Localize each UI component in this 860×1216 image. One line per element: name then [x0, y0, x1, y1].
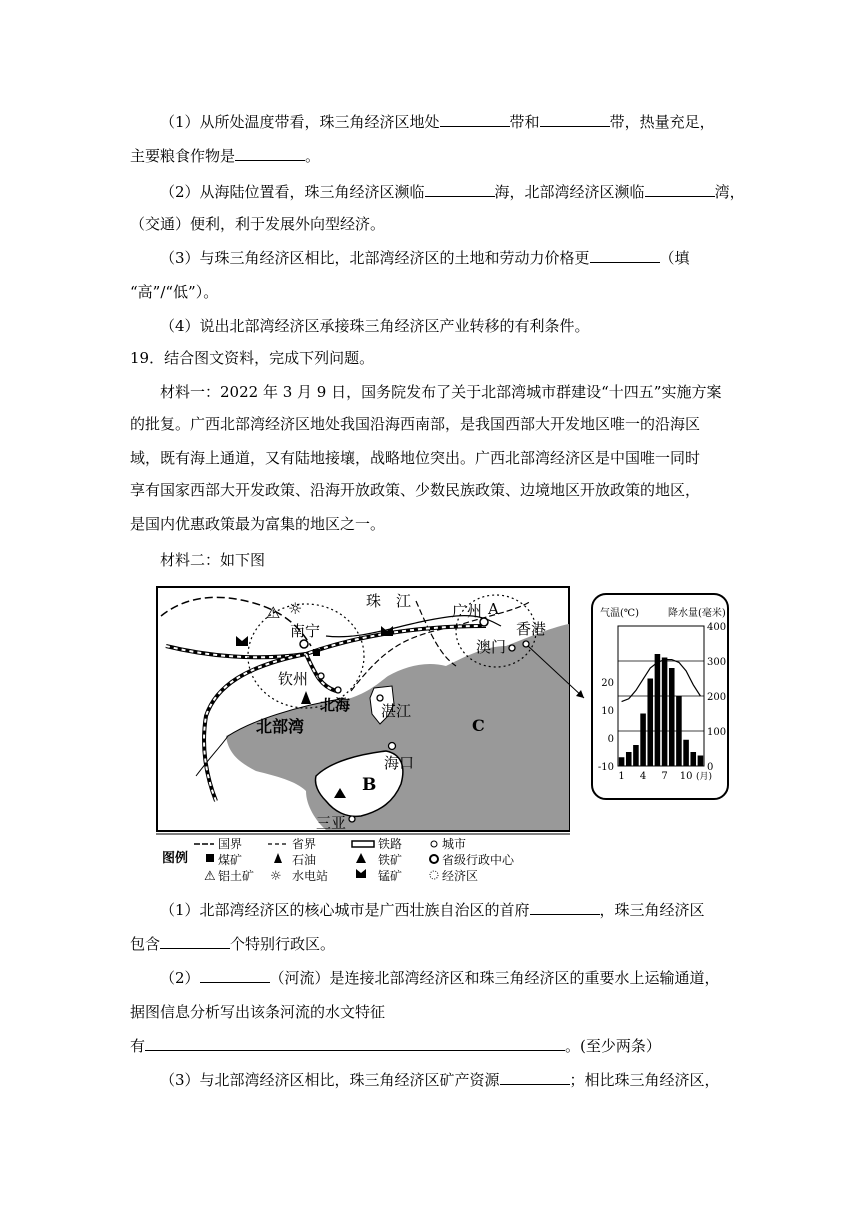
precip-bar [683, 740, 689, 766]
text: 个特别行政区。 [230, 935, 336, 953]
precip-bar [633, 745, 639, 766]
answer-blank[interactable] [645, 182, 715, 197]
precip-bar [676, 696, 682, 766]
text: 。 [305, 147, 321, 165]
label-sanya: 三亚 [316, 814, 347, 832]
legend-city-symbol [431, 841, 437, 847]
answer-blank[interactable] [500, 1070, 570, 1085]
precip-bar [655, 654, 661, 766]
material1-line1: 材料一：2022 年 3 月 9 日，国务院发布了关于北部湾城市群建设“十四五”实施方案 [160, 383, 722, 401]
text: “高”/“低”）。 [130, 283, 219, 301]
answer-blank[interactable] [200, 968, 270, 983]
q19-title: 19．结合图文资料，完成下列问题。 [130, 349, 375, 367]
label-xianggang: 香港 [516, 620, 547, 638]
precip-bar [669, 668, 675, 766]
text: （1）北部湾经济区的核心城市是广西壮族自治区的首府 [160, 901, 530, 919]
precip-tick-label: 0 [707, 762, 714, 773]
label-haikou: 海口 [384, 754, 415, 772]
label-zhanjiang: 湛江 [381, 702, 412, 720]
legend-label: 省界 [292, 837, 317, 851]
label-beibuwan: 北部湾 [256, 717, 305, 736]
legend-label: 锰矿 [378, 869, 403, 883]
label-nanning: 南宁 [290, 622, 321, 640]
label-aomen: 澳门 [476, 638, 507, 656]
q19-sub2-line2: 据图信息分析写出该条河流的水文特征 [130, 1003, 386, 1021]
q19-sub2-line1 [160, 968, 720, 988]
legend-bauxite-symbol: ⚠ [204, 869, 216, 884]
answer-blank[interactable] [590, 248, 660, 263]
precip-bar [626, 752, 632, 766]
coal-icon [313, 649, 320, 656]
hydropower-icon: ☼ [288, 599, 303, 618]
text: （填 [659, 249, 690, 267]
temp-axis-title: 气温(℃) [600, 608, 639, 619]
legend-hydropower-symbol: ☼ [270, 869, 282, 884]
precip-tick-label: 300 [707, 657, 727, 668]
material1-line4: 享有国家西部大开发政策、沿海开放政策、少数民族政策、边境地区开放政策的地区， [130, 481, 701, 499]
answer-blank[interactable] [440, 112, 510, 127]
text: （交通）便利，利于发展外向型经济。 [130, 215, 386, 233]
text: 主要粮食作物是 [130, 147, 236, 165]
month-tick-label: 10 [679, 771, 693, 782]
text: 海，北部湾经济区濒临 [494, 183, 645, 201]
legend-label: 煤矿 [218, 853, 243, 867]
precip-bar [619, 757, 625, 766]
legend-label: 国界 [218, 837, 243, 851]
precip-bar [640, 714, 646, 767]
text: （3）与北部湾经济区相比，珠三角经济区矿产资源 [160, 1071, 500, 1089]
answer-blank[interactable] [235, 146, 305, 161]
month-tick-label: 4 [639, 771, 647, 782]
answer-blank[interactable] [425, 182, 495, 197]
q19-sub2-line3 [130, 1036, 661, 1056]
temp-tick-label: 0 [607, 734, 614, 745]
text: （2） [160, 969, 200, 987]
temp-tick-label: 10 [601, 706, 614, 717]
bauxite-icon: ⚠ [266, 603, 281, 622]
q18-part3-line1 [160, 248, 690, 268]
label-guangzhou: 广州 [452, 602, 483, 620]
label-beihai: 北海 [320, 696, 351, 714]
text: （河流）是连接北部湾经济区和珠三角经济区的重要水上运输通道， [269, 969, 720, 987]
legend-railway-symbol [352, 841, 374, 847]
legend-manganese-symbol [356, 869, 366, 878]
legend-label: 水电站 [292, 869, 329, 883]
text: 湾， [714, 183, 745, 201]
legend-coal-symbol [206, 854, 214, 862]
label-A: A [488, 600, 499, 618]
label-B: B [362, 775, 377, 795]
material1-line5: 是国内优惠政策最为富集的地区之一。 [130, 515, 386, 533]
legend-items [194, 836, 515, 884]
q18-part2-line2 [130, 214, 385, 234]
q18-part1-line2 [130, 146, 320, 166]
precip-tick-label: 400 [707, 622, 727, 633]
legend-title: 图例 [162, 851, 189, 866]
city-sanya [349, 816, 355, 822]
text: 。(至少两条） [565, 1037, 661, 1055]
legend-label: 经济区 [442, 869, 479, 883]
city-nanning [300, 640, 308, 648]
legend-label: 铝土矿 [218, 869, 255, 883]
month-tick-label: 1 [618, 771, 625, 782]
month-tick-label: 7 [661, 771, 668, 782]
month-unit: (月) [696, 772, 713, 782]
q18-part2-line1 [160, 182, 745, 202]
label-zhujiang: 珠 江 [366, 592, 412, 610]
label-C: C [472, 716, 485, 735]
legend-label: 铁路 [378, 837, 403, 851]
precip-bar [698, 756, 704, 767]
map-svg [156, 586, 732, 886]
precip-axis-title: 降水量(毫米) [668, 608, 726, 619]
legend-provincial-center-symbol [430, 855, 438, 863]
q19-sub1-line1 [160, 900, 705, 920]
text: ，珠三角经济区 [599, 901, 705, 919]
answer-blank[interactable] [145, 1036, 565, 1051]
q18-part3-line2 [130, 282, 218, 302]
precip-bar [690, 752, 696, 766]
q18-part1-line1 [160, 112, 715, 132]
text: （3）与珠三角经济区相比，北部湾经济区的土地和劳动力价格更 [160, 249, 590, 267]
precip-tick-label: 200 [707, 692, 727, 703]
text: 包含 [130, 935, 161, 953]
precip-bar [647, 679, 653, 767]
material1-line2: 的批复。广西北部湾经济区地处我国沿海西南部，是我国西部大开发地区唯一的沿海区 [130, 415, 701, 433]
precip-bar [662, 658, 668, 767]
label-qinzhou: 钦州 [278, 670, 309, 688]
answer-blank[interactable] [540, 112, 610, 127]
legend-iron-symbol [356, 853, 366, 863]
map-figure [156, 586, 732, 886]
text: ；相比珠三角经济区， [569, 1071, 720, 1089]
legend-label: 铁矿 [378, 853, 403, 867]
city-qinzhou [318, 673, 324, 679]
city-beihai [335, 687, 341, 693]
q19-sub1-line2 [130, 934, 335, 954]
temp-tick-label: -10 [597, 762, 614, 773]
answer-blank[interactable] [160, 934, 230, 949]
text: （4）说出北部湾经济区承接珠三角经济区产业转移的有利条件。 [160, 317, 590, 335]
text: （2）从海陆位置看，珠三角经济区濒临 [160, 183, 425, 201]
city-zhanjiang [377, 695, 383, 701]
legend-economic-zone-symbol [430, 871, 438, 879]
legend-label: 省级行政中心 [442, 853, 515, 867]
text: 带和 [509, 113, 540, 131]
legend-oil-symbol [274, 853, 282, 863]
answer-blank[interactable] [530, 900, 600, 915]
city-haikou [389, 743, 396, 750]
q19-sub3-line1 [160, 1070, 720, 1090]
q18-part4 [160, 316, 590, 336]
legend-label: 城市 [442, 837, 467, 851]
material1-line3: 域，既有海上通道，又有陆地接壤，战略地位突出。广西北部湾经济区是中国唯一同时 [130, 449, 701, 467]
city-aomen [509, 645, 515, 651]
legend-label: 石油 [292, 853, 317, 867]
text: 有 [130, 1037, 146, 1055]
text: （1）从所处温度带看，珠三角经济区地处 [160, 113, 440, 131]
precip-tick-label: 100 [707, 727, 727, 738]
material2-caption: 材料二：如下图 [160, 551, 266, 569]
text: 带，热量充足， [609, 113, 715, 131]
temp-tick-label: 20 [601, 678, 614, 689]
